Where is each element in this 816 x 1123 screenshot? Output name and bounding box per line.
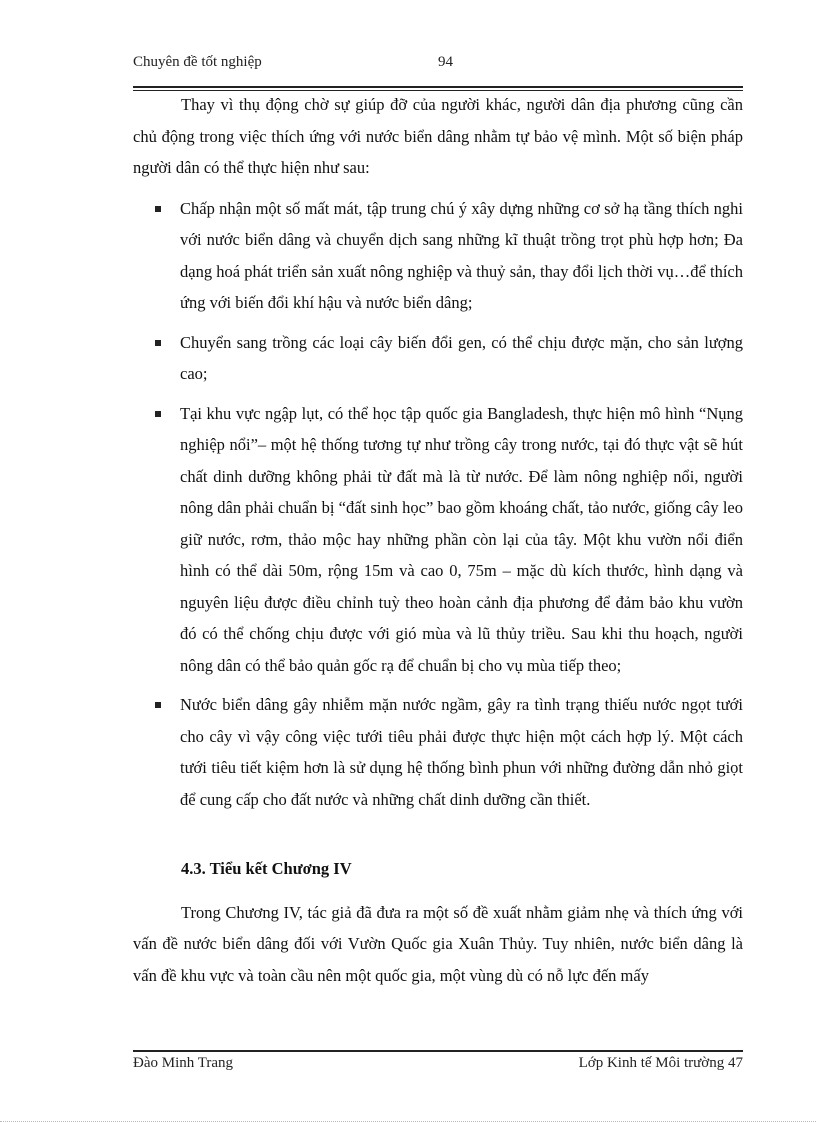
footer-author: Đào Minh Trang <box>133 1055 234 1071</box>
page-footer <box>133 1055 743 1077</box>
page-body <box>133 89 743 991</box>
list-item <box>133 327 743 390</box>
list-item <box>133 689 743 815</box>
page-header <box>133 52 743 74</box>
square-bullet-icon <box>155 702 161 708</box>
intro-paragraph: Thay vì thụ động chờ sự giúp đỡ của người khác, người dân địa phương cũng cần chủ động trong việc thích ứng với nước biển dâng nhằm tự bảo vệ mình. Một số biện pháp người dân có thể thực hiện như sau: <box>133 95 743 177</box>
square-bullet-icon <box>155 206 161 212</box>
square-bullet-icon <box>155 411 161 417</box>
footer-rule <box>133 1050 743 1052</box>
header-title: Chuyên đề tốt nghiệp <box>133 54 262 70</box>
list-item <box>133 193 743 319</box>
page-edge-divider <box>0 1121 816 1122</box>
conclusion-paragraph: Trong Chương IV, tác giả đã đưa ra một số đề xuất nhằm giảm nhẹ và thích ứng với vấn đề nước biển dâng đối với Vườn Quốc gia Xuân Thủy. Tuy nhiên, nước biển dâng là vấn đề khu vực và toàn cầu nên một quốc gia, một vùng dù có nỗ lực đến mấy <box>133 902 743 985</box>
section-heading: 4.3. Tiểu kết Chương IV <box>181 859 352 878</box>
list-item-text: Tại khu vực ngập lụt, có thể học tập quốc gia Bangladesh, thực hiện mô hình “Nụng nghiệp nổi”– một hệ thống tương tự như trồng cây trong nước, tại đó thực vật sẽ hút chất dinh dưỡng không phải từ đất mà là từ nước. Để làm nông nghiệp nổi, người nông dân phải chuẩn bị “đất sinh học” bao gồm khoáng chất, tảo nước, giống cây leo giữ nước, rơm, thảo mộc hay những phần còn lại của tây. Một khu vườn nổi điển hình có thể dài 50m, rộng 15m và cao 0, 75m – mặc dù kích thước, hình dạng và nguyên liệu được điều chỉnh tuỳ theo hoàn cảnh địa phương để đảm bảo khu vườn đó có thể chống chịu được với gió mùa và lũ thủy triều. Sau khi thu hoạch, người nông dân có thể bảo quản gốc rạ để chuẩn bị cho vụ mùa tiếp theo; <box>180 403 743 675</box>
list-item <box>133 398 743 682</box>
list-item-text: Chuyển sang trồng các loại cây biến đổi gen, có thể chịu được mặn, cho sản lượng cao; <box>180 332 743 383</box>
list-item-text: Nước biển dâng gây nhiễm mặn nước ngầm, gây ra tình trạng thiếu nước ngọt tưới cho cây vì vậy công việc tưới tiêu phải được thực hiện một cách hợp lý. Một cách tưới tiêu tiết kiệm hơn là sử dụng hệ thống bình phun với những đường dẫn nhỏ giọt để cung cấp cho đất nước và những chất dinh dưỡng cần thiết. <box>180 695 743 809</box>
page-number: 94 <box>438 54 453 70</box>
list-item-text: Chấp nhận một số mất mát, tập trung chú ý xây dựng những cơ sở hạ tầng thích nghi với nước biển dâng và chuyển dịch sang những kĩ thuật trồng trọt phù hợp hơn; Đa dạng hoá phát triển sản xuất nông nghiệp và thuỷ sản, thay đổi lịch thời vụ…để thích ứng với biến đổi khí hậu và nước biển dâng; <box>180 198 743 312</box>
measures-list <box>133 193 743 816</box>
square-bullet-icon <box>155 340 161 346</box>
footer-class: Lớp Kinh tế Môi trường 47 <box>578 1055 743 1071</box>
